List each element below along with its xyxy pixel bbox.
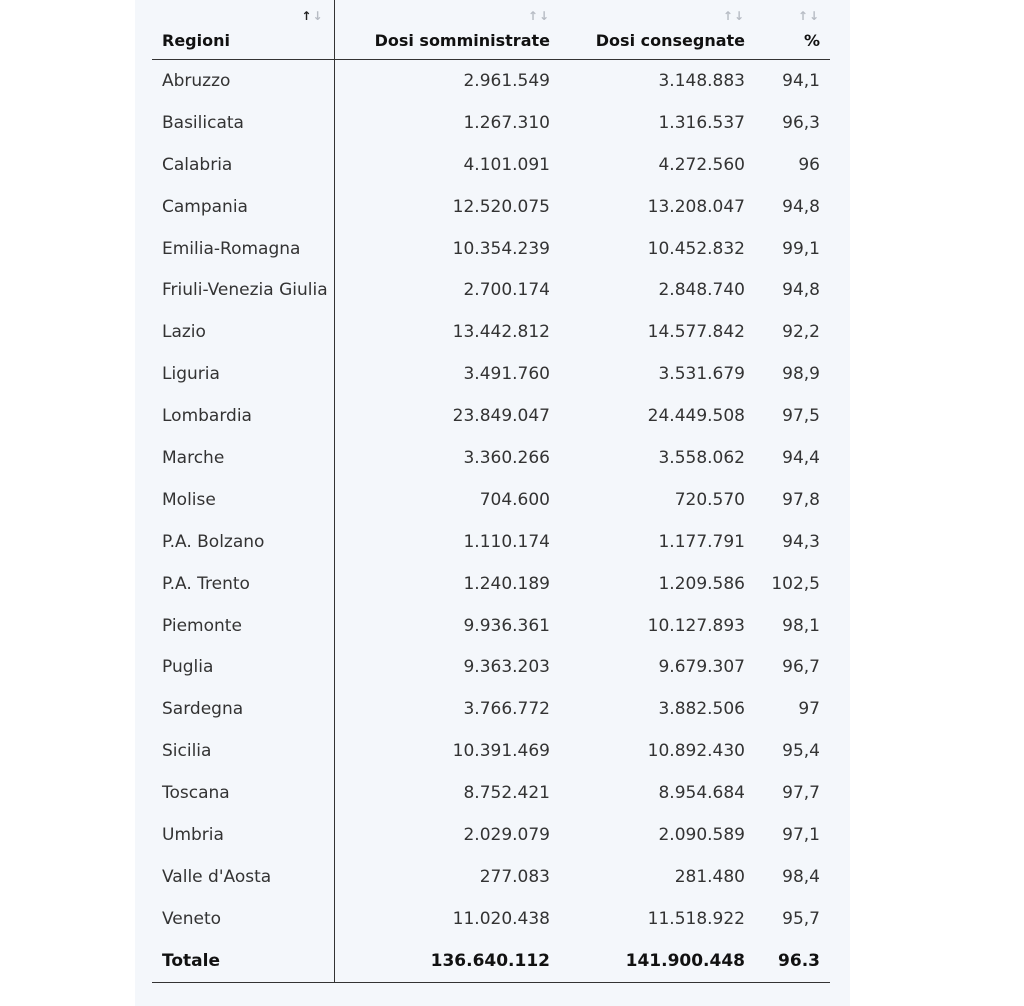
cell-regione: Lombardia: [152, 395, 334, 437]
cell-consegnate: 14.577.842: [647, 322, 745, 343]
cell-regione: Umbria: [152, 814, 334, 856]
cell-percent: 94,8: [782, 280, 820, 301]
cell-somministrate: 10.391.469: [452, 741, 550, 762]
cell-somministrate: 2.029.079: [463, 824, 550, 845]
table-row: [152, 605, 830, 647]
cell-regione: Friuli-Venezia Giulia: [152, 269, 334, 311]
cell-regione: P.A. Bolzano: [152, 521, 334, 563]
cell-regione: Campania: [152, 186, 334, 228]
cell-regione: Basilicata: [152, 102, 334, 144]
cell-regione: Lazio: [152, 311, 334, 353]
cell-percent: 95,4: [782, 741, 820, 762]
cell-percent: 94,4: [782, 447, 820, 468]
cell-percent: 97,5: [782, 406, 820, 427]
column-header-regioni[interactable]: [152, 0, 334, 60]
column-header-label: Regioni: [162, 31, 230, 50]
cell-percent: 96,3: [782, 112, 820, 133]
cell-consegnate: 9.679.307: [658, 657, 745, 678]
table-row: [152, 395, 830, 437]
cell-somministrate: 8.752.421: [463, 783, 550, 804]
cell-regione: Abruzzo: [152, 60, 334, 102]
cell-consegnate: 281.480: [674, 866, 745, 887]
cell-percent: 98,9: [782, 364, 820, 385]
table-row: [152, 479, 830, 521]
table-row: [152, 437, 830, 479]
table-row: [152, 898, 830, 940]
table-row: [152, 856, 830, 898]
table-row: [152, 228, 830, 270]
column-header-label: Dosi somministrate: [374, 31, 550, 50]
cell-regione: Molise: [152, 479, 334, 521]
cell-consegnate: 24.449.508: [647, 406, 745, 427]
cell-consegnate: 2.848.740: [658, 280, 745, 301]
cell-consegnate: 13.208.047: [647, 196, 745, 217]
table-row: [152, 521, 830, 563]
cell-regione: Emilia-Romagna: [152, 228, 334, 270]
vaccine-doses-table: [152, 0, 830, 983]
cell-somministrate: 3.491.760: [463, 364, 550, 385]
cell-consegnate: 3.882.506: [658, 699, 745, 720]
cell-somministrate: 10.354.239: [452, 238, 550, 259]
cell-consegnate: 2.090.589: [658, 824, 745, 845]
cell-percent: 96,7: [782, 657, 820, 678]
table-row: [152, 186, 830, 228]
table-row: [152, 144, 830, 186]
table-row: [152, 353, 830, 395]
cell-consegnate: 10.452.832: [647, 238, 745, 259]
cell-percent: 97,1: [782, 824, 820, 845]
cell-percent: 94,8: [782, 196, 820, 217]
sort-arrows-icon[interactable]: ↑↓: [722, 9, 745, 23]
cell-percent: 97: [798, 699, 820, 720]
cell-consegnate: 1.209.586: [658, 573, 745, 594]
cell-regione: Valle d'Aosta: [152, 856, 334, 898]
cell-somministrate: 13.442.812: [452, 322, 550, 343]
cell-regione: Marche: [152, 437, 334, 479]
table-header-row: [152, 0, 830, 60]
cell-percent: 97,8: [782, 489, 820, 510]
cell-consegnate: 720.570: [674, 489, 745, 510]
sort-arrows-icon[interactable]: ↑↓: [797, 9, 820, 23]
cell-consegnate: 1.316.537: [658, 112, 745, 133]
cell-regione: Veneto: [152, 898, 334, 940]
table-row: [152, 688, 830, 730]
table-row: [152, 814, 830, 856]
cell-percent: 98,4: [782, 866, 820, 887]
column-header-label: %: [803, 31, 820, 50]
cell-percent: 102,5: [771, 573, 820, 594]
cell-consegnate: 10.127.893: [647, 615, 745, 636]
cell-percent: 96: [798, 154, 820, 175]
table-row: [152, 772, 830, 814]
cell-consegnate: 4.272.560: [658, 154, 745, 175]
cell-regione: Piemonte: [152, 605, 334, 647]
cell-somministrate: 12.520.075: [452, 196, 550, 217]
cell-somministrate: 1.110.174: [463, 531, 550, 552]
cell-consegnate: 1.177.791: [658, 531, 745, 552]
cell-somministrate: 11.020.438: [452, 908, 550, 929]
cell-regione: Liguria: [152, 353, 334, 395]
cell-somministrate: 704.600: [479, 489, 550, 510]
cell-somministrate: 4.101.091: [463, 154, 550, 175]
cell-percent: 92,2: [782, 322, 820, 343]
cell-somministrate: 9.363.203: [463, 657, 550, 678]
cell-somministrate: 2.961.549: [463, 70, 550, 91]
column-header-somministrate[interactable]: [334, 0, 560, 60]
cell-somministrate: 3.766.772: [463, 699, 550, 720]
total-label: Totale: [152, 940, 334, 983]
table-row: [152, 311, 830, 353]
table-row: [152, 102, 830, 144]
cell-regione: Puglia: [152, 646, 334, 688]
cell-percent: 94,3: [782, 531, 820, 552]
cell-percent: 97,7: [782, 783, 820, 804]
cell-consegnate: 3.558.062: [658, 447, 745, 468]
total-percent: 96.3: [755, 940, 830, 983]
cell-somministrate: 2.700.174: [463, 280, 550, 301]
cell-percent: 95,7: [782, 908, 820, 929]
sort-arrows-icon[interactable]: ↑↓: [301, 9, 324, 23]
cell-consegnate: 3.148.883: [658, 70, 745, 91]
table-row: [152, 269, 830, 311]
table-row: [152, 563, 830, 605]
cell-regione: Sardegna: [152, 688, 334, 730]
cell-somministrate: 1.267.310: [463, 112, 550, 133]
cell-regione: Sicilia: [152, 730, 334, 772]
cell-somministrate: 23.849.047: [452, 406, 550, 427]
sort-arrows-icon[interactable]: ↑↓: [527, 9, 550, 23]
cell-percent: 98,1: [782, 615, 820, 636]
table-total-row: [152, 940, 830, 983]
cell-regione: Toscana: [152, 772, 334, 814]
cell-percent: 94,1: [782, 70, 820, 91]
cell-somministrate: 277.083: [479, 866, 550, 887]
column-header-label: Dosi consegnate: [595, 31, 745, 50]
table-row: [152, 60, 830, 102]
cell-consegnate: 10.892.430: [647, 741, 745, 762]
cell-consegnate: 8.954.684: [658, 783, 745, 804]
cell-consegnate: 11.518.922: [647, 908, 745, 929]
table-row: [152, 646, 830, 688]
column-header-consegnate[interactable]: [560, 0, 755, 60]
cell-somministrate: 1.240.189: [463, 573, 550, 594]
cell-percent: 99,1: [782, 238, 820, 259]
cell-regione: Calabria: [152, 144, 334, 186]
total-consegnate: 141.900.448: [560, 940, 755, 983]
cell-regione: P.A. Trento: [152, 563, 334, 605]
column-header-percent[interactable]: [755, 0, 830, 60]
cell-somministrate: 9.936.361: [463, 615, 550, 636]
cell-consegnate: 3.531.679: [658, 364, 745, 385]
cell-somministrate: 3.360.266: [463, 447, 550, 468]
total-somministrate: 136.640.112: [334, 940, 560, 983]
table-row: [152, 730, 830, 772]
